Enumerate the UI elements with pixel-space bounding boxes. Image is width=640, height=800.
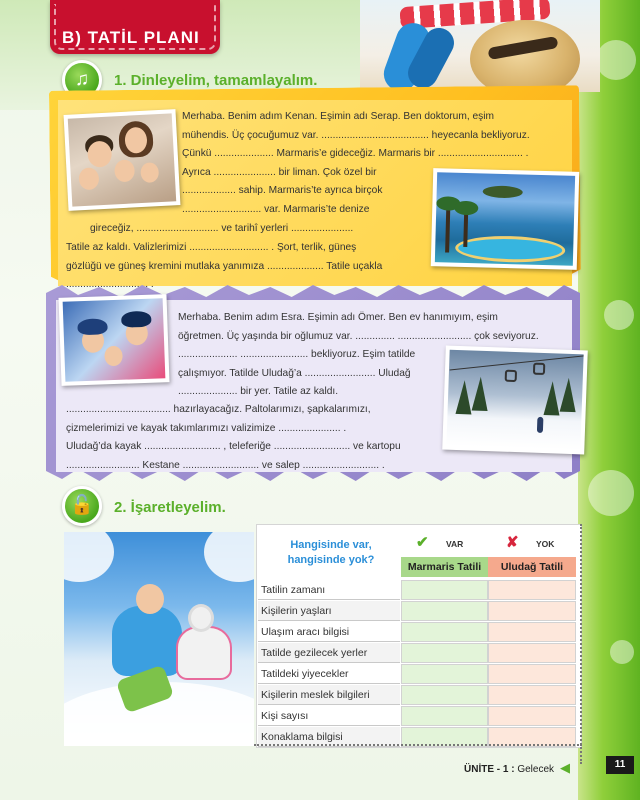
uludag-cell[interactable] — [488, 685, 576, 705]
table-row-label: Kişilerin meslek bilgileri — [258, 685, 400, 705]
table-row-label: Ulaşım aracı bilgisi — [258, 622, 400, 642]
snow-children-photo — [64, 532, 254, 746]
arrow-left-icon: ◀ — [560, 760, 570, 775]
bokeh — [604, 300, 634, 330]
exercise-2-title: 2. İşaretleyelim. — [114, 499, 226, 516]
paragraph-line: ............................ var. Marmaris’te denize — [182, 203, 370, 215]
uludag-cell[interactable] — [488, 643, 576, 663]
table-question: Hangisinde var, hangisinde yok? — [287, 539, 375, 566]
dotted-border — [254, 744, 582, 746]
marmaris-cell[interactable] — [401, 685, 488, 705]
paragraph-line: Merhaba. Benim adım Esra. Eşimin adı Ömer. Ben ev hanımıyım, eşim — [178, 312, 498, 323]
paragraph-line: ..................... bir yer. Tatile az kaldı. — [178, 386, 339, 398]
marmaris-cell[interactable] — [401, 706, 488, 726]
paragraph-line: mühendis. Üç çocuğumuz var. ...................................... heyecanla bekliyoruz. — [182, 129, 530, 141]
dotted-border — [580, 524, 582, 764]
paragraph-line: ..................................... hazırlayacağız. Paltolarımızı, şapkalarımızı, — [66, 404, 371, 415]
table-row-label: Tatilde gezilecek yerler — [258, 643, 400, 663]
paragraph-line: .......................... Kestane ........................... ve salep ........................... . — [66, 459, 385, 471]
paragraph-line: Ayrıca ...................... bir liman. Çok özel bir — [182, 166, 377, 178]
paragraph-line: çizmelerimizi ve kayak takımlarımızı valizimize ...................... . — [66, 422, 347, 434]
bokeh — [596, 40, 636, 80]
uludag-cell[interactable] — [488, 580, 576, 600]
paragraph-line: gözlüğü ve güneş kremini mutlaka yanımıza .................... Tatile uçakla — [66, 260, 383, 272]
table-row-label: Kişilerin yaşları — [258, 601, 400, 621]
table-row-label: Kişi sayısı — [258, 706, 400, 726]
right-green-band — [578, 0, 640, 800]
paragraph-line: ............................. . — [66, 279, 154, 291]
table-row-label: Konaklama bilgisi — [258, 727, 400, 747]
esra-paragraph — [178, 309, 539, 402]
marmaris-cell[interactable] — [401, 622, 488, 642]
uludag-cell[interactable] — [488, 601, 576, 621]
table-row-label: Tatildeki yiyecekler — [258, 664, 400, 684]
page-number: 11 — [606, 756, 634, 774]
unit-label — [464, 764, 554, 775]
paragraph-line: ................... sahip. Marmaris’te ayrıca birçok — [182, 185, 383, 197]
marmaris-cell[interactable] — [401, 643, 488, 663]
winter-couple-photo — [58, 294, 169, 386]
paragraph-line: çalışmıyor. Tatilde Uludağ’a ......................... Uludağ — [178, 367, 411, 379]
marmaris-cell[interactable] — [401, 580, 488, 600]
uludag-cell[interactable] — [488, 664, 576, 684]
unlock-icon: 🔓 — [62, 486, 102, 526]
uludag-cell[interactable] — [488, 706, 576, 726]
paragraph-line: öğretmen. Üç yaşında bir oğlumuz var. .............. .......................... çok seviyoruz. — [178, 330, 539, 342]
paragraph-line: Çünkü ..................... Marmaris’e gideceğiz. Marmaris bir .............................. . — [182, 148, 529, 160]
bokeh — [588, 470, 634, 516]
exercise-1-title: 1. Dinleyelim, tamamlayalım. — [114, 72, 318, 89]
kenan-paragraph-cont — [66, 239, 382, 295]
cross-icon: ✘ — [506, 534, 519, 551]
family-photo — [64, 109, 181, 211]
paragraph-line: Merhaba. Benim adım Kenan. Eşimin adı Serap. Ben doktorum, eşim — [182, 111, 495, 122]
marmaris-cell[interactable] — [401, 664, 488, 684]
legend-yes: VAR — [446, 539, 464, 549]
unit-name: Gelecek — [517, 764, 555, 775]
marmaris-cell[interactable] — [401, 601, 488, 621]
esra-paragraph-cont — [66, 401, 401, 475]
headphones-icon: ♫ — [62, 60, 102, 100]
table-row-label: Tatilin zamanı — [258, 580, 400, 600]
legend-no: YOK — [536, 539, 555, 549]
paragraph-line: ..................... ........................ bekliyoruz. Eşim tatilde — [178, 349, 416, 361]
uludag-cell[interactable] — [488, 622, 576, 642]
kenan-paragraph-cont — [90, 220, 353, 239]
section-title: B) TATİL PLANI — [62, 28, 200, 47]
bokeh — [610, 640, 634, 664]
checkmark-icon: ✔ — [416, 534, 429, 551]
kenan-paragraph — [182, 108, 530, 220]
paragraph-line: Uludağ’da kayak ........................... , teleferiğe ........................... ve kartopu — [66, 441, 401, 453]
column-uludag: Uludağ Tatili — [488, 557, 576, 577]
unit-number: ÜNİTE - 1 : — [464, 764, 515, 775]
paragraph-line: gireceğiz, ............................. ve tarihî yerleri ...................... — [90, 223, 354, 234]
paragraph-line: Tatile az kaldı. Valizlerimizi ............................ . Şort, terlik, güneş — [66, 242, 357, 253]
column-marmaris: Marmaris Tatili — [401, 557, 488, 577]
beach-photo — [360, 0, 600, 92]
